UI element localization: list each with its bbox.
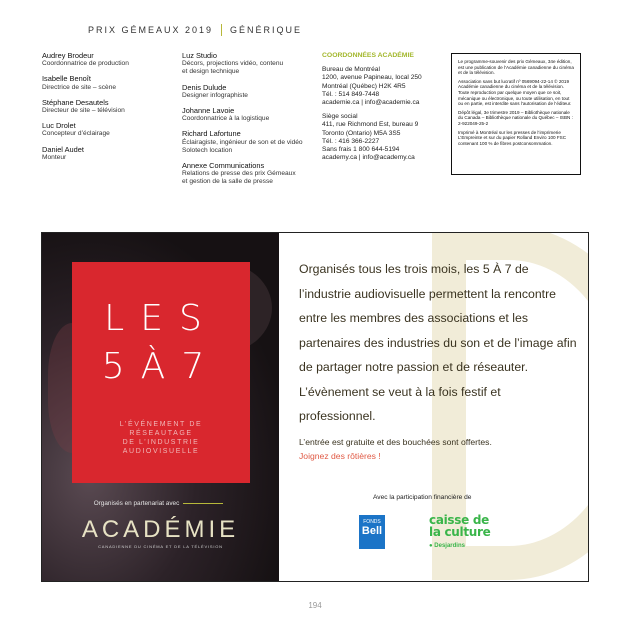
entry-free-text: L’entrée est gratuite et des bouchées sont offertes. <box>299 437 492 447</box>
ad-body-text: Organisés tous les trois mois, les 5 À 7 de l’industrie audiovisuelle permettent la rencontre entre les membres des associations et les partenaires des industries du son et de l’image afin de partager notre passion et de réseauter. L’évènement se veut à la fois festif et professionnel. <box>299 262 577 423</box>
logo-text: Bell <box>361 525 383 537</box>
notice-paragraph: Imprimé à Montréal sur les presses de l’imprimerie L’Empreinte et sur du papier Rolland Enviro 100 FSC contenant 100 % de fibres postconsommation. <box>458 129 567 146</box>
web-line: academy.ca | info@academy.ca <box>322 154 415 162</box>
credit-role-2: et design technique <box>182 68 240 76</box>
credit-role: Éclairagiste, ingénieur de son et de vidéo <box>182 138 303 146</box>
credit-entry <box>42 122 167 138</box>
credit-entry <box>182 84 312 100</box>
credits-column-2 <box>182 52 312 194</box>
notice-paragraph: Le programme-souvenir des prix Gémeaux, 34e édition, est une publication de l’Académie canadienne du cinéma et de la télévision. <box>458 59 574 76</box>
credit-role: Directeur de site – télévision <box>42 107 125 115</box>
credit-name: Johanne Lavoie <box>182 106 235 116</box>
credit-name: Isabelle Benoît <box>42 74 91 84</box>
address-line: Bureau de Montréal <box>322 66 380 74</box>
credit-entry <box>182 107 312 123</box>
notice-paragraph: Dépôt légal, 3e trimestre 2019 – Bibliothèque nationale du Canada – Bibliothèque nationale du Québec – ISBN : 2-922049-25-2 <box>458 109 573 126</box>
notice-paragraph: Association sans but lucratif nº 0569094-22-14 © 2019 Académie canadienne du cinéma et de la télévision. Toute reproduction par quelque moyen que ce soit, mécanique ou électronique, ou toute utilisation, en tout ou en partie, est interdite sans l’autorisation de l’éditeur. <box>458 78 572 107</box>
address-line: Siège social <box>322 113 358 121</box>
credit-name: Denis Dulude <box>182 82 227 92</box>
tagline-line: L’ÉVÉNEMENT DE <box>119 421 203 428</box>
credit-entry <box>42 99 167 115</box>
credit-role: Relations de presse des prix Gémeaux <box>182 170 296 178</box>
phone-line: Sans frais 1 800 644-5194 <box>322 146 400 154</box>
address-line: 411, rue Richmond Est, bureau 9 <box>322 121 419 129</box>
legal-notice-box <box>451 53 581 175</box>
credit-role: Coordonnatrice à la logistique <box>182 115 270 123</box>
fonds-bell-logo <box>359 515 385 549</box>
event-title-line-1: LES <box>104 298 218 339</box>
address-line: Toronto (Ontario) M5A 3S5 <box>322 129 401 137</box>
academie-logo-subtitle: CANADIENNE DU CINÉMA ET DE LA TÉLÉVISION <box>98 544 223 549</box>
phone-line: Tél. : 514 849-7448 <box>322 90 380 98</box>
academie-logo: ACADÉMIE <box>81 516 240 543</box>
address-line: 1200, avenue Papineau, local 250 <box>322 74 422 82</box>
credit-role: Directrice de site – scène <box>42 83 117 91</box>
logo-text: FONDS <box>363 519 381 525</box>
header-separator <box>221 24 222 36</box>
credit-role: Designer infographiste <box>182 91 248 99</box>
credit-role: Décors, projections vidéo, contenu <box>182 60 284 68</box>
credit-name: Stéphane Desautels <box>42 97 109 107</box>
tagline-line: AUDIOVISUELLE <box>122 448 200 455</box>
page-header <box>88 24 302 36</box>
credit-role: Coordonnatrice de production <box>42 60 129 68</box>
credit-name: Annexe Communications <box>182 161 265 171</box>
desjardins-logo: ● Desjardins <box>429 543 465 549</box>
event-title-line-2: 5À7 <box>101 346 221 387</box>
page-number: 194 <box>308 601 322 610</box>
caisse-culture-logo <box>429 514 491 538</box>
header-left: PRIX GÉMEAUX 2019 <box>88 25 214 35</box>
montreal-office <box>322 66 442 107</box>
credit-entry <box>42 52 167 68</box>
credit-name: Richard Lafortune <box>182 129 241 139</box>
event-tagline <box>80 420 242 456</box>
logo-text: Desjardins <box>434 543 465 549</box>
ad-photo-panel <box>42 233 279 581</box>
funding-caption: Avec la participation financière de <box>373 494 472 501</box>
ad-text-panel <box>279 233 589 581</box>
credit-role: Concepteur d’éclairage <box>42 130 110 138</box>
event-red-card <box>72 262 250 483</box>
credit-entry <box>182 162 312 187</box>
advertisement <box>41 232 589 582</box>
logo-text: caisse de <box>429 513 489 527</box>
credit-entry <box>42 75 167 91</box>
partner-text: Organisés en partenariat avec <box>93 500 180 507</box>
credit-role: Monteur <box>42 153 67 161</box>
phone-line: Tél. : 416 366-2227 <box>322 137 380 145</box>
credit-name: Luz Studio <box>182 51 217 60</box>
address-line: Montréal (Québec) H2K 4R5 <box>322 82 406 90</box>
credit-name: Daniel Audet <box>42 144 84 154</box>
tagline-line: DE L’INDUSTRIE <box>122 439 200 446</box>
head-office <box>322 113 442 162</box>
credit-role-2: et gestion de la salle de presse <box>182 178 273 186</box>
credits-column-1 <box>42 52 167 169</box>
partner-rule <box>183 503 223 504</box>
tagline-line: RÉSEAUTAGE <box>129 430 193 437</box>
credit-entry <box>42 146 167 162</box>
credit-role-2: Solotech location <box>182 146 233 154</box>
web-line: academie.ca | info@academie.ca <box>322 99 420 107</box>
join-us-link[interactable]: Joignez des rôtières ! <box>299 451 381 461</box>
partner-caption <box>42 500 279 507</box>
header-right: GÉNÉRIQUE <box>230 25 303 35</box>
coordinates-title: COORDONNÉES ACADÉMIE <box>322 52 414 59</box>
credit-entry <box>182 52 312 77</box>
coordinates-column <box>322 52 442 168</box>
logo-text: la culture <box>429 525 491 539</box>
credit-entry <box>182 130 312 155</box>
credit-name: Luc Drolet <box>42 121 76 131</box>
credit-name: Audrey Brodeur <box>42 51 94 60</box>
